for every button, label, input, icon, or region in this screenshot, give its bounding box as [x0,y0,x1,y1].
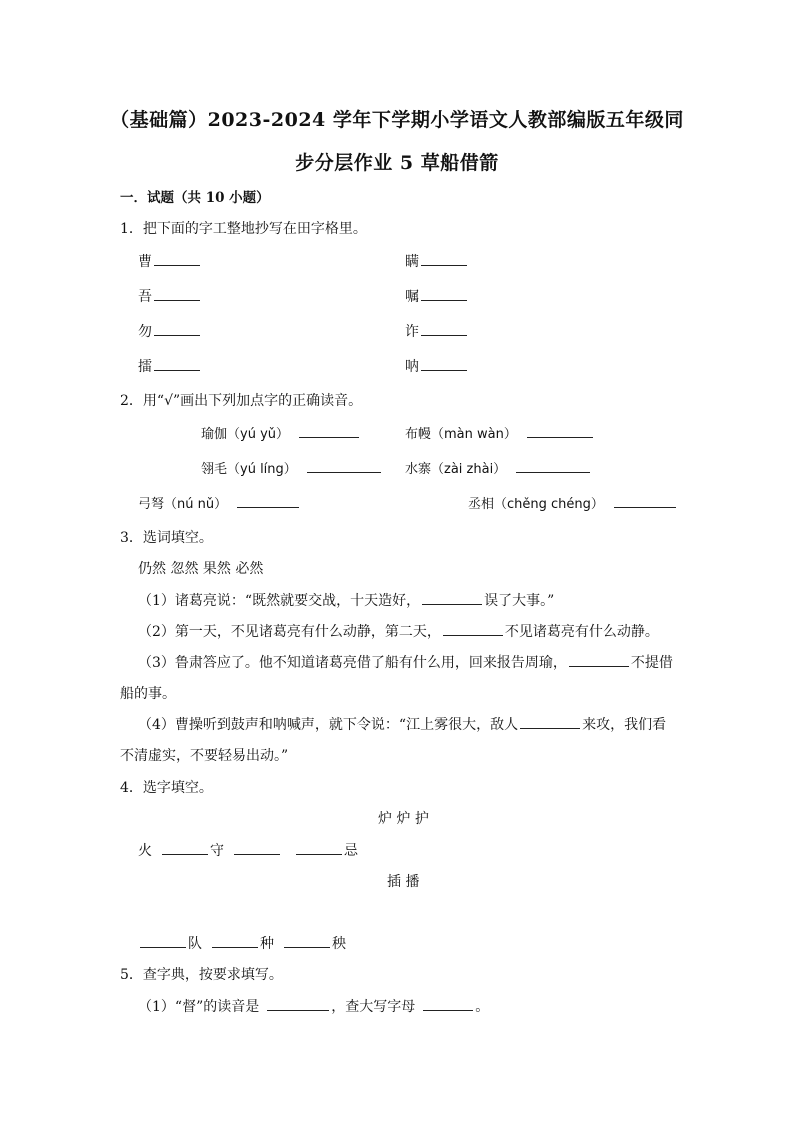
sentence-text: （1）“督”的读音是 [138,999,260,1015]
answer-blank[interactable] [140,933,186,948]
q2-item [201,458,383,477]
q1-item [138,251,202,271]
q1-item [405,356,469,376]
q4-text: 火 [138,843,152,859]
q4-char-group-1: 炉 炉 护 [378,811,429,827]
q1-char: 瞒 [405,254,419,270]
sentence-text: （1）诸葛亮说：“既然就要交战，十天造好， [138,593,421,609]
q1-item [138,321,202,341]
q3-word-options: 仍然 忽然 果然 必然 [138,561,264,577]
q1-char: 诈 [405,324,419,340]
q3-sentence-2 [138,621,659,641]
answer-blank[interactable] [527,423,593,438]
q2-word: 翎毛（yú líng） [201,462,297,477]
answer-blank[interactable] [421,286,467,301]
answer-blank[interactable] [284,933,330,948]
answer-blank[interactable] [421,251,467,266]
answer-blank[interactable] [162,840,208,855]
answer-blank[interactable] [154,356,200,371]
answer-blank[interactable] [443,621,503,636]
q1-item [138,356,202,376]
q4-text: 秧 [332,936,346,952]
q4-text: 种 [260,936,274,952]
q2-item [201,423,361,442]
q3-sentence-3-cont: 船的事。 [120,686,176,702]
answer-blank[interactable] [516,458,590,473]
answer-blank[interactable] [212,933,258,948]
q2-stem: 2．用“√”画出下列加点字的正确读音。 [120,393,363,409]
answer-blank[interactable] [423,996,473,1011]
q1-item [138,286,202,306]
answer-blank[interactable] [421,356,467,371]
answer-blank[interactable] [154,251,200,266]
q2-word: 丞相（chěng chéng） [468,497,604,512]
sentence-text: 不见诸葛亮有什么动静。 [504,624,659,640]
answer-blank[interactable] [234,840,280,855]
sentence-text: （3）鲁肃答应了。他不知道诸葛亮借了船有什么用，回来报告周瑜， [138,655,567,671]
q1-char: 勿 [138,324,152,340]
q4-text: 忌 [344,843,358,859]
q2-word: 水寨（zài zhài） [405,462,507,477]
q1-char: 嘱 [405,289,419,305]
q3-sentence-3 [138,652,673,672]
q5-stem: 5．查字典，按要求填写。 [120,967,283,983]
q1-char: 擂 [138,359,152,375]
doc-title-line-1: （基础篇）2023-2024 学年下学期小学语文人教部编版五年级同 [110,109,684,131]
sentence-text: 不提借 [630,655,673,671]
q4-stem: 4．选字填空。 [120,780,213,796]
q2-word: 弓弩（nú nǔ） [138,497,228,512]
sentence-text: （2）第一天，不见诸葛亮有什么动静，第二天， [138,624,441,640]
answer-blank[interactable] [299,423,359,438]
section-heading: 一．试题（共 10 小题） [120,190,270,206]
q2-word: 布幔（màn wàn） [405,427,517,442]
q1-char: 曹 [138,254,152,270]
sentence-text: 误了大事。” [484,593,555,609]
q3-sentence-4-cont: 不清虚实，不要轻易出动。” [120,748,289,764]
q4-row-2 [138,933,346,953]
q2-item [138,493,301,512]
q3-sentence-4 [138,714,666,734]
q1-char: 吾 [138,289,152,305]
q4-row-1 [138,840,358,860]
q1-char: 呐 [405,359,419,375]
answer-blank[interactable] [307,458,381,473]
answer-blank[interactable] [296,840,342,855]
answer-blank[interactable] [267,996,329,1011]
q3-stem: 3．选词填空。 [120,530,213,546]
sentence-text: 来攻，我们看 [582,717,667,733]
sentence-text: 。 [475,999,490,1015]
q1-item [405,251,469,271]
answer-blank[interactable] [614,493,676,508]
sentence-text: ，查大写字母 [331,999,416,1015]
sentence-text: （4）曹操听到鼓声和呐喊声，就下令说：“江上雾很大，敌人 [138,717,519,733]
q1-stem: 1．把下面的字工整地抄写在田字格里。 [120,221,367,237]
answer-blank[interactable] [154,321,200,336]
q2-item [405,458,592,477]
q5-sub-1 [138,996,489,1016]
q1-item [405,286,469,306]
answer-blank[interactable] [154,286,200,301]
answer-blank[interactable] [421,321,467,336]
answer-blank[interactable] [422,590,482,605]
doc-title-line-2: 步分层作业 5 草船借箭 [295,152,499,174]
q2-item [468,493,678,512]
q4-char-group-2: 插 播 [387,874,420,890]
q1-item [405,321,469,341]
answer-blank[interactable] [520,714,580,729]
answer-blank[interactable] [569,652,629,667]
q2-item [405,423,595,442]
answer-blank[interactable] [237,493,299,508]
q2-word: 瑜伽（yú yǔ） [201,427,289,442]
q4-text: 守 [210,843,224,859]
q4-text: 队 [188,936,202,952]
q3-sentence-1 [138,590,554,610]
